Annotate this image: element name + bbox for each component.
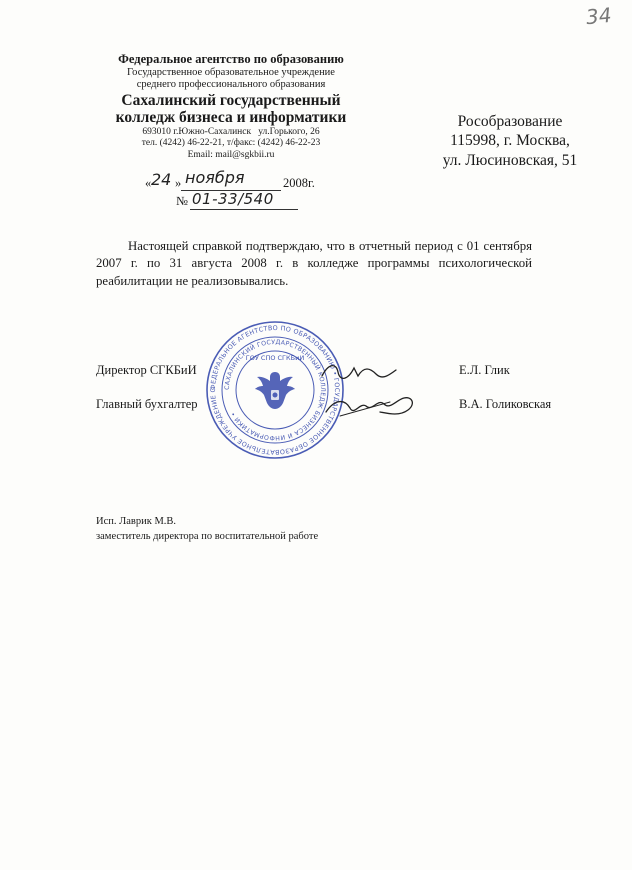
date-quote-open: « — [145, 176, 152, 190]
stamp-inner-text: САХАЛИНСКИЙ ГОСУДАРСТВЕННЫЙ КОЛЛЕДЖ БИЗНЕСА И ИНФОРМАТИКИ • — [223, 338, 327, 442]
stamp-center-text: ГОУ СПО СГКБиИ — [245, 354, 305, 362]
sender-address: 693010 г.Южно-Сахалинск ул.Горького, 26 — [142, 127, 320, 138]
sender-email: Email: mail@sgkbii.ru — [187, 149, 275, 160]
college-name-line1: Сахалинский государственный — [121, 91, 341, 109]
institution-type-line1: Государственное образовательное учреждение — [127, 66, 335, 78]
sender-phone: тел. (4242) 46-22-21, т/факс: (4242) 46-22-23 — [141, 138, 321, 149]
director-name: Е.Л. Глик — [459, 363, 510, 377]
document-number — [176, 190, 316, 214]
institution-type-line2: среднего профессионального образования — [136, 79, 326, 91]
recipient-name: Рособразование — [457, 113, 563, 130]
accountant-title: Главный бухгалтер — [96, 397, 198, 411]
certificate-body-text: Настоящей справкой подтверждаю, что в отчетный период с 01 сентября 2007 г. по 31 августа 2008 г. в колледже программы психологической реабилитации не реализовывались. — [96, 239, 532, 288]
director-signature-icon — [318, 358, 398, 384]
document-number-handwritten: 01-33/540 — [192, 190, 274, 208]
recipient-city: 115998, г. Москва, — [450, 132, 570, 150]
date-quote-close: » — [175, 176, 182, 190]
double-headed-eagle-icon — [255, 372, 295, 409]
executor-position: заместитель директора по воспитательной работе — [96, 531, 319, 542]
date-month-handwritten: ноября — [185, 168, 245, 187]
number-sign: № — [176, 194, 188, 208]
date-year: 2008г. — [283, 176, 315, 190]
recipient-block — [420, 112, 600, 170]
accountant-name: В.А. Голиковская — [459, 397, 552, 411]
college-name-line2: колледж бизнеса и информатики — [115, 109, 347, 127]
page-number: 34 — [584, 2, 613, 30]
recipient-street: ул. Люсиновская, 51 — [442, 151, 578, 169]
director-title: Директор СГКБиИ — [96, 363, 197, 377]
executor-name: Исп. Лаврик М.В. — [96, 516, 177, 527]
date-day-handwritten: 24 — [151, 170, 172, 189]
stamp-outer-text: ФЕДЕРАЛЬНОЕ АГЕНТСТВО ПО ОБРАЗОВАНИЮ • ГОСУДАРСТВЕННОЕ ОБРАЗОВАТЕЛЬНОЕ УЧРЕЖДЕНИЕ С — [208, 323, 342, 457]
agency-name: Федеральное агентство по образованию — [118, 52, 344, 66]
accountant-signature-icon — [320, 390, 420, 422]
number-underline — [190, 209, 298, 210]
sender-header — [96, 52, 366, 161]
